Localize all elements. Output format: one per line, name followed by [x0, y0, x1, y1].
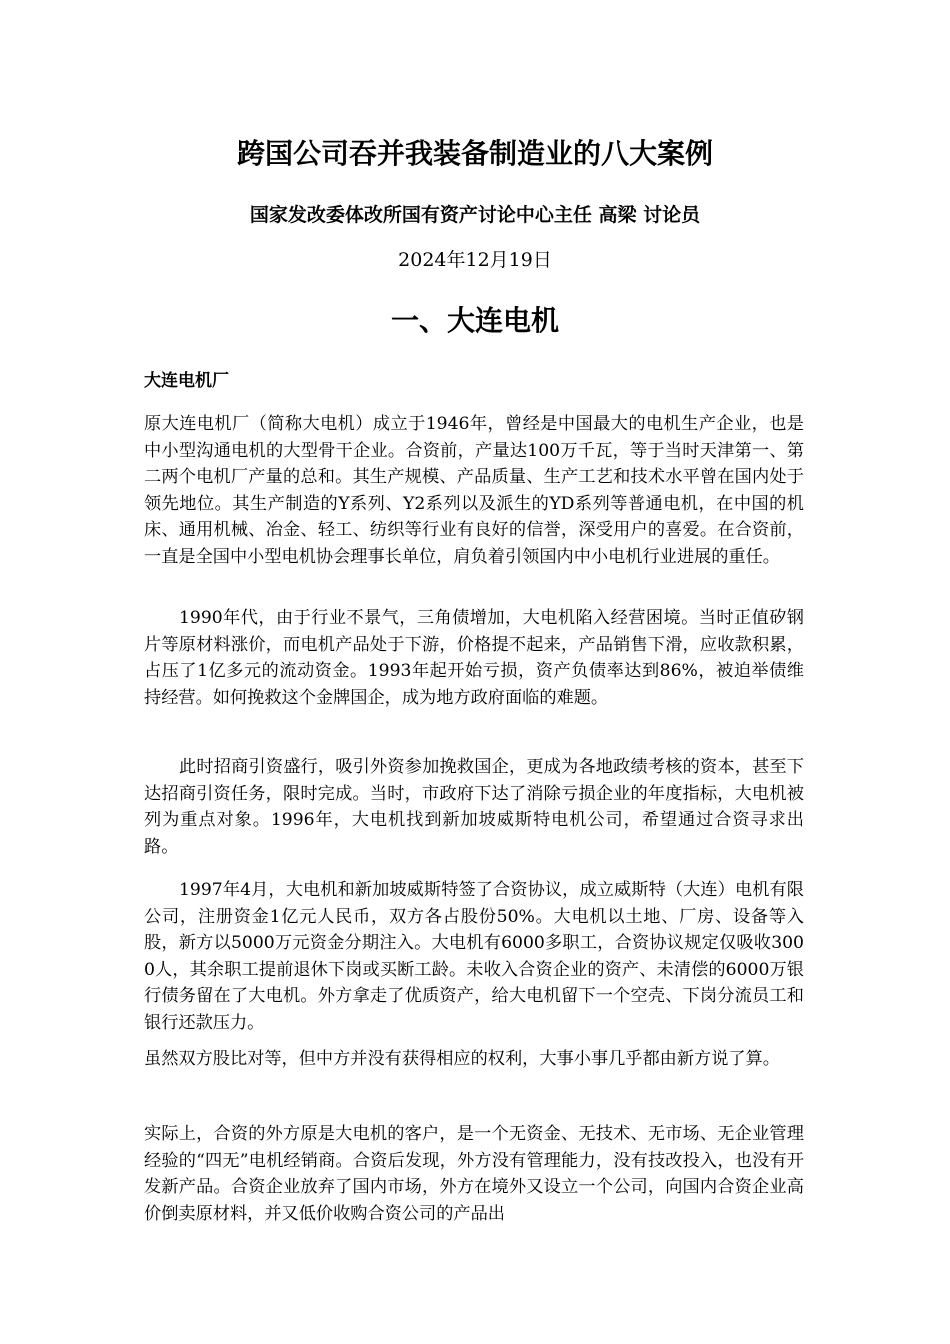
- paragraph: 虽然双方股比对等，但中方并没有获得相应的权利，大事小事几乎都由新方说了算。: [144, 1049, 780, 1069]
- paragraph: 原大连电机厂（简称大电机）成立于1946年，曾经是中国最大的电机生产企业，也是中小型沟通电机的大型骨干企业。合资前，产量达100万千瓦，等于当时天津第一、第二两个电机厂产量的总和。其生产规模、产品质量、生产工艺和技术水平曾在国内处于领先地位。其生产制造的Y系列、Y2系列以及派生的YD系列等普通电机，在中国的机床、通用机械、冶金、轻工、纺织等行业有良好的信誉，深受用户的喜爱。在合资前，一直是全国中小型电机协会理事长单位，肩负着引领国内中小电机行业进展的重任。: [144, 414, 804, 567]
- paragraph: 1997年4月，大电机和新加坡威斯特签了合资协议，成立威斯特（大连）电机有限公司，注册资金1亿元人民币，双方各占股份50%。大电机以土地、厂房、设备等入股，新方以5000万元资金分期注入。大电机有6000多职工，合资协议规定仅吸收3000人，其余职工提前退休下岗或买断工龄。未收入合资企业的资产、未清偿的6000万银行债务留在了大电机。外方拿走了优质资产，给大电机留下一个空壳、下岗分流员工和银行还款压力。: [144, 880, 804, 1033]
- paragraph: 1990年代，由于行业不景气，三角债增加，大电机陷入经营困境。当时正值矽钢片等原材料涨价，而电机产品处于下游，价格提不起来，产品销售下滑，应收款积累，占压了1亿多元的流动资金。1993年起开始亏损，资产负债率达到86%，被迫举债维持经营。如何挽救这个金牌国企，成为地方政府面临的难题。: [144, 608, 804, 708]
- subsection-heading: 大连电机厂: [144, 371, 229, 391]
- document-subtitle: 国家发改委体改所国有资产讨论中心主任 高梁 讨论员: [249, 204, 701, 226]
- paragraph: 此时招商引资盛行，吸引外资参加挽救国企，更成为各地政绩考核的资本，甚至下达招商引资任务，限时完成。当时，市政府下达了消除亏损企业的年度指标，大电机被列为重点对象。1996年，大电机找到新加坡威斯特电机公司，希望通过合资寻求出路。: [144, 757, 804, 857]
- paragraph: 实际上，合资的外方原是大电机的客户，是一个无资金、无技术、无市场、无企业管理经验的“四无”电机经销商。合资后发现，外方没有管理能力，没有技改投入，也没有开发新产品。合资企业放弃了国内市场，外方在境外又设立一个公司，向国内合资企业高价倒卖原材料，并又低价收购合资公司的产品出: [144, 1124, 804, 1224]
- document-title: 跨国公司吞并我装备制造业的八大案例: [236, 137, 713, 170]
- section-heading: 一、大连电机: [390, 304, 559, 337]
- document-date: 2024年12月19日: [398, 249, 552, 271]
